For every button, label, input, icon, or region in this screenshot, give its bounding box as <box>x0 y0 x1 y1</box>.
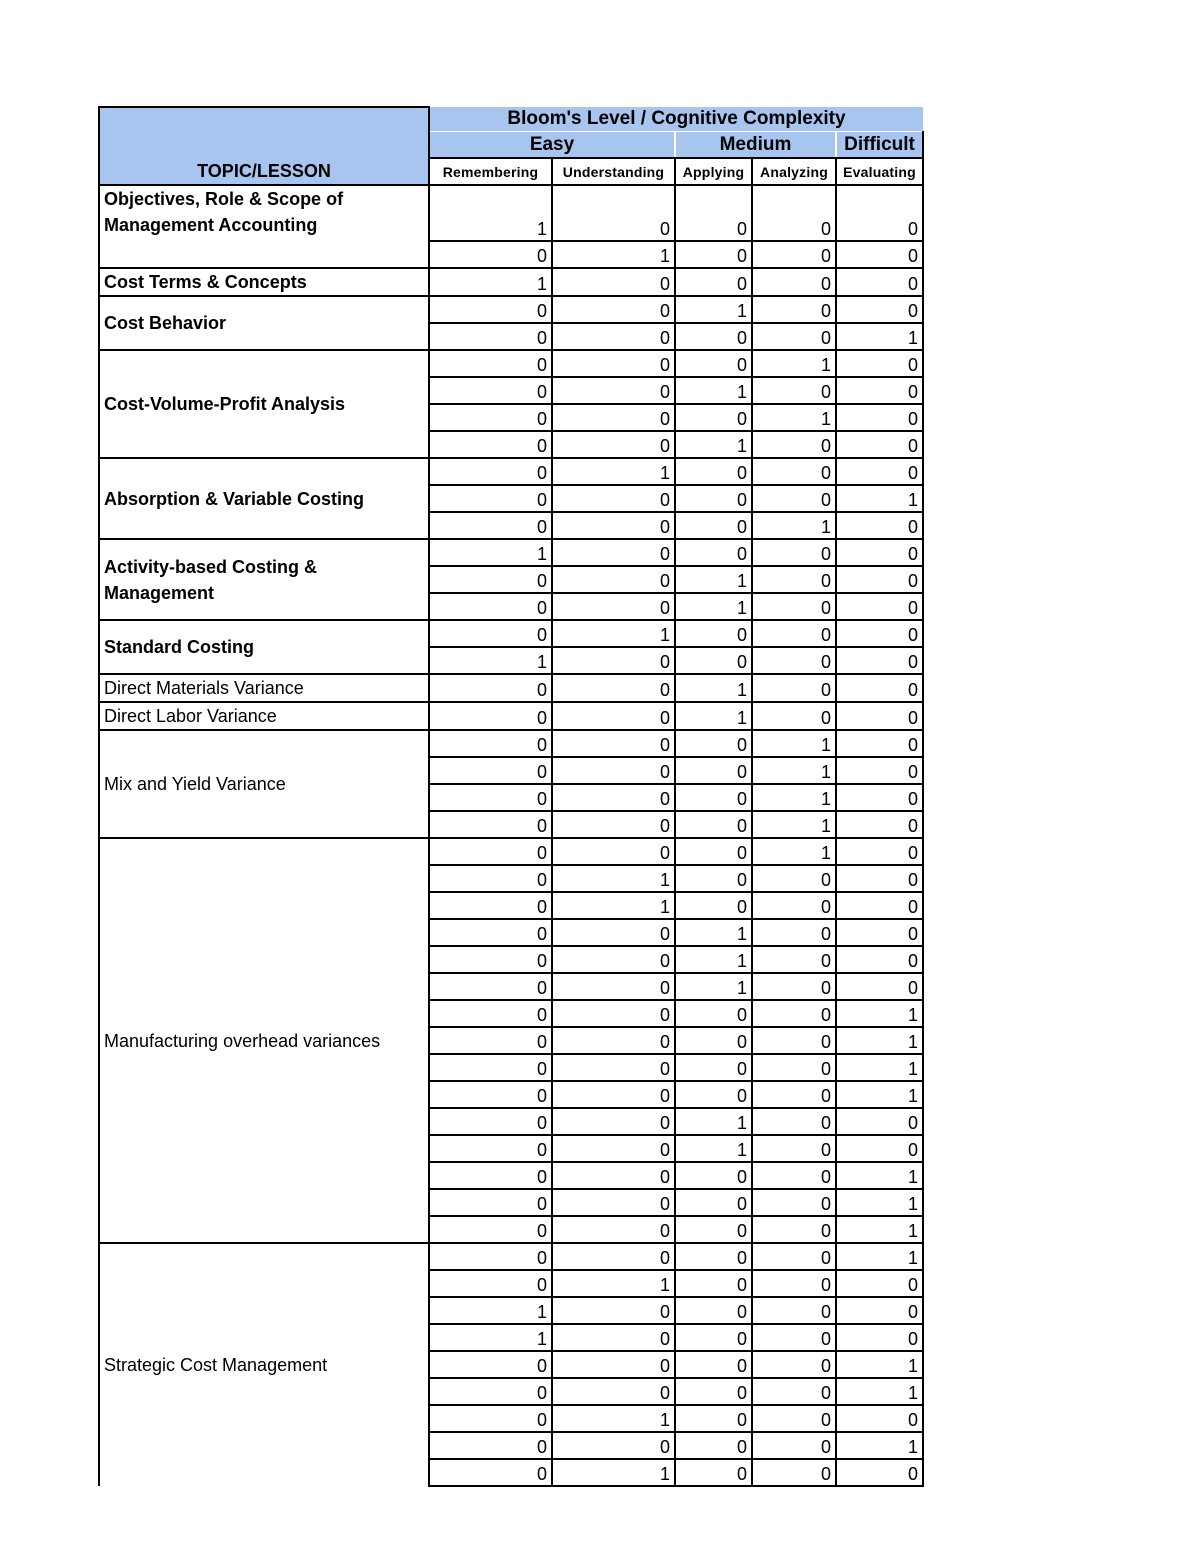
count-cell-evaluating: 1 <box>836 1216 923 1243</box>
count-cell-analyzing: 0 <box>752 1378 836 1405</box>
count-cell-applying: 0 <box>675 647 752 674</box>
count-cell-evaluating: 1 <box>836 1000 923 1027</box>
count-cell-analyzing: 0 <box>752 1216 836 1243</box>
bloom-taxonomy-table <box>98 106 924 1487</box>
table-row <box>99 350 923 377</box>
count-cell-evaluating: 0 <box>836 1324 923 1351</box>
count-cell-evaluating: 1 <box>836 1243 923 1270</box>
count-cell-remembering: 0 <box>429 865 552 892</box>
count-cell-applying: 0 <box>675 1162 752 1189</box>
band-difficult: Difficult <box>836 132 923 159</box>
count-cell-analyzing: 0 <box>752 296 836 323</box>
count-cell-evaluating: 0 <box>836 674 923 702</box>
count-cell-remembering: 0 <box>429 350 552 377</box>
count-cell-evaluating: 0 <box>836 730 923 757</box>
count-cell-applying: 1 <box>675 1108 752 1135</box>
count-cell-applying: 0 <box>675 1081 752 1108</box>
count-cell-applying: 0 <box>675 1216 752 1243</box>
count-cell-remembering: 1 <box>429 1324 552 1351</box>
count-cell-analyzing: 0 <box>752 919 836 946</box>
count-cell-evaluating: 0 <box>836 620 923 647</box>
count-cell-understanding: 0 <box>552 268 675 296</box>
count-cell-understanding: 1 <box>552 1405 675 1432</box>
table-row <box>99 539 923 566</box>
count-cell-remembering: 1 <box>429 1297 552 1324</box>
count-cell-analyzing: 0 <box>752 377 836 404</box>
count-cell-analyzing: 1 <box>752 784 836 811</box>
topic-cell: Absorption & Variable Costing <box>99 458 429 539</box>
count-cell-analyzing: 0 <box>752 973 836 1000</box>
count-cell-understanding: 0 <box>552 1324 675 1351</box>
table-row <box>99 458 923 485</box>
count-cell-understanding: 0 <box>552 1297 675 1324</box>
count-cell-evaluating: 0 <box>836 1459 923 1486</box>
count-cell-evaluating: 1 <box>836 1432 923 1459</box>
count-cell-understanding: 0 <box>552 323 675 350</box>
count-cell-understanding: 1 <box>552 892 675 919</box>
count-cell-analyzing: 0 <box>752 241 836 268</box>
count-cell-understanding: 0 <box>552 1054 675 1081</box>
count-cell-analyzing: 0 <box>752 1351 836 1378</box>
count-cell-applying: 0 <box>675 323 752 350</box>
count-cell-evaluating: 1 <box>836 1378 923 1405</box>
count-cell-understanding: 0 <box>552 1081 675 1108</box>
count-cell-evaluating: 1 <box>836 1027 923 1054</box>
count-cell-remembering: 0 <box>429 1216 552 1243</box>
count-cell-understanding: 0 <box>552 404 675 431</box>
count-cell-applying: 1 <box>675 919 752 946</box>
count-cell-analyzing: 0 <box>752 1000 836 1027</box>
count-cell-remembering: 0 <box>429 404 552 431</box>
count-cell-understanding: 1 <box>552 620 675 647</box>
count-cell-analyzing: 0 <box>752 1135 836 1162</box>
count-cell-analyzing: 0 <box>752 1027 836 1054</box>
count-cell-analyzing: 0 <box>752 593 836 620</box>
count-cell-remembering: 0 <box>429 730 552 757</box>
count-cell-evaluating: 0 <box>836 296 923 323</box>
count-cell-applying: 1 <box>675 674 752 702</box>
count-cell-analyzing: 0 <box>752 946 836 973</box>
count-cell-applying: 0 <box>675 404 752 431</box>
count-cell-evaluating: 0 <box>836 757 923 784</box>
count-cell-analyzing: 0 <box>752 1405 836 1432</box>
topic-cell: Mix and Yield Variance <box>99 730 429 838</box>
count-cell-remembering: 0 <box>429 674 552 702</box>
count-cell-analyzing: 1 <box>752 350 836 377</box>
count-cell-remembering: 0 <box>429 296 552 323</box>
column-header-analyzing: Analyzing <box>752 158 836 185</box>
count-cell-evaluating: 0 <box>836 1135 923 1162</box>
count-cell-evaluating: 0 <box>836 268 923 296</box>
count-cell-analyzing: 1 <box>752 730 836 757</box>
count-cell-applying: 0 <box>675 1459 752 1486</box>
count-cell-analyzing: 0 <box>752 1243 836 1270</box>
topic-cell: Cost-Volume-Profit Analysis <box>99 350 429 458</box>
count-cell-understanding: 0 <box>552 1162 675 1189</box>
count-cell-applying: 0 <box>675 1405 752 1432</box>
count-cell-evaluating: 0 <box>836 566 923 593</box>
count-cell-remembering: 0 <box>429 1378 552 1405</box>
count-cell-applying: 1 <box>675 296 752 323</box>
count-cell-understanding: 1 <box>552 865 675 892</box>
count-cell-analyzing: 1 <box>752 404 836 431</box>
count-cell-understanding: 0 <box>552 838 675 865</box>
count-cell-remembering: 0 <box>429 1081 552 1108</box>
count-cell-applying: 0 <box>675 350 752 377</box>
count-cell-understanding: 0 <box>552 350 675 377</box>
count-cell-remembering: 1 <box>429 185 552 241</box>
count-cell-remembering: 0 <box>429 566 552 593</box>
topic-cell: Direct Labor Variance <box>99 702 429 730</box>
count-cell-analyzing: 0 <box>752 1432 836 1459</box>
topic-cell: Activity-based Costing & Management <box>99 539 429 620</box>
count-cell-understanding: 0 <box>552 431 675 458</box>
count-cell-applying: 0 <box>675 1378 752 1405</box>
count-cell-evaluating: 0 <box>836 512 923 539</box>
count-cell-evaluating: 0 <box>836 458 923 485</box>
count-cell-understanding: 1 <box>552 241 675 268</box>
count-cell-analyzing: 0 <box>752 485 836 512</box>
count-cell-applying: 0 <box>675 730 752 757</box>
count-cell-analyzing: 0 <box>752 865 836 892</box>
count-cell-understanding: 0 <box>552 593 675 620</box>
count-cell-applying: 0 <box>675 1351 752 1378</box>
count-cell-understanding: 0 <box>552 566 675 593</box>
count-cell-understanding: 0 <box>552 811 675 838</box>
count-cell-analyzing: 0 <box>752 1189 836 1216</box>
count-cell-evaluating: 0 <box>836 702 923 730</box>
count-cell-remembering: 0 <box>429 1027 552 1054</box>
count-cell-analyzing: 0 <box>752 185 836 241</box>
count-cell-applying: 0 <box>675 620 752 647</box>
count-cell-applying: 0 <box>675 241 752 268</box>
count-cell-applying: 0 <box>675 512 752 539</box>
count-cell-remembering: 0 <box>429 1054 552 1081</box>
table-row <box>99 702 923 730</box>
topic-cell: Standard Costing <box>99 620 429 674</box>
count-cell-understanding: 1 <box>552 1270 675 1297</box>
count-cell-applying: 0 <box>675 185 752 241</box>
count-cell-applying: 0 <box>675 1324 752 1351</box>
count-cell-remembering: 0 <box>429 1243 552 1270</box>
count-cell-remembering: 0 <box>429 1351 552 1378</box>
count-cell-understanding: 0 <box>552 1135 675 1162</box>
count-cell-analyzing: 0 <box>752 620 836 647</box>
count-cell-analyzing: 0 <box>752 702 836 730</box>
count-cell-analyzing: 0 <box>752 1459 836 1486</box>
count-cell-evaluating: 0 <box>836 946 923 973</box>
count-cell-evaluating: 0 <box>836 919 923 946</box>
count-cell-analyzing: 1 <box>752 811 836 838</box>
count-cell-evaluating: 0 <box>836 185 923 241</box>
count-cell-analyzing: 0 <box>752 323 836 350</box>
topic-cell: Direct Materials Variance <box>99 674 429 702</box>
topic-cell: Manufacturing overhead variances <box>99 838 429 1243</box>
count-cell-remembering: 0 <box>429 784 552 811</box>
count-cell-evaluating: 0 <box>836 892 923 919</box>
count-cell-remembering: 0 <box>429 946 552 973</box>
count-cell-remembering: 0 <box>429 1135 552 1162</box>
count-cell-analyzing: 0 <box>752 431 836 458</box>
band-easy: Easy <box>429 132 675 159</box>
count-cell-remembering: 1 <box>429 539 552 566</box>
count-cell-evaluating: 1 <box>836 1081 923 1108</box>
count-cell-understanding: 0 <box>552 1432 675 1459</box>
count-cell-understanding: 0 <box>552 647 675 674</box>
count-cell-remembering: 0 <box>429 1459 552 1486</box>
count-cell-understanding: 0 <box>552 1027 675 1054</box>
count-cell-remembering: 0 <box>429 377 552 404</box>
count-cell-understanding: 0 <box>552 784 675 811</box>
count-cell-applying: 0 <box>675 1432 752 1459</box>
count-cell-applying: 1 <box>675 946 752 973</box>
count-cell-applying: 0 <box>675 268 752 296</box>
count-cell-understanding: 0 <box>552 539 675 566</box>
count-cell-analyzing: 0 <box>752 1054 836 1081</box>
count-cell-remembering: 0 <box>429 892 552 919</box>
count-cell-understanding: 0 <box>552 1216 675 1243</box>
table-row <box>99 730 923 757</box>
count-cell-understanding: 0 <box>552 185 675 241</box>
count-cell-evaluating: 0 <box>836 865 923 892</box>
count-cell-evaluating: 0 <box>836 539 923 566</box>
count-cell-analyzing: 0 <box>752 1324 836 1351</box>
count-cell-evaluating: 1 <box>836 1162 923 1189</box>
column-header-applying: Applying <box>675 158 752 185</box>
count-cell-evaluating: 0 <box>836 1270 923 1297</box>
count-cell-applying: 1 <box>675 431 752 458</box>
table-row <box>99 296 923 323</box>
count-cell-remembering: 0 <box>429 593 552 620</box>
count-cell-understanding: 0 <box>552 296 675 323</box>
count-cell-analyzing: 0 <box>752 268 836 296</box>
count-cell-applying: 0 <box>675 1054 752 1081</box>
count-cell-remembering: 0 <box>429 431 552 458</box>
count-cell-applying: 1 <box>675 566 752 593</box>
table-row <box>99 620 923 647</box>
count-cell-understanding: 0 <box>552 702 675 730</box>
count-cell-evaluating: 0 <box>836 811 923 838</box>
count-cell-analyzing: 0 <box>752 458 836 485</box>
column-header-understanding: Understanding <box>552 158 675 185</box>
topic-cell: Cost Terms & Concepts <box>99 268 429 296</box>
count-cell-analyzing: 0 <box>752 892 836 919</box>
table-row <box>99 268 923 296</box>
count-cell-analyzing: 0 <box>752 1297 836 1324</box>
count-cell-applying: 1 <box>675 973 752 1000</box>
count-cell-remembering: 0 <box>429 241 552 268</box>
count-cell-evaluating: 0 <box>836 431 923 458</box>
count-cell-analyzing: 0 <box>752 539 836 566</box>
count-cell-remembering: 0 <box>429 1432 552 1459</box>
count-cell-remembering: 0 <box>429 811 552 838</box>
count-cell-remembering: 0 <box>429 1189 552 1216</box>
count-cell-applying: 0 <box>675 539 752 566</box>
bloom-level-header: Bloom's Level / Cognitive Complexity <box>429 107 923 132</box>
count-cell-remembering: 0 <box>429 512 552 539</box>
count-cell-understanding: 0 <box>552 1351 675 1378</box>
topic-cell: Objectives, Role & Scope of Management Accounting <box>99 185 429 268</box>
count-cell-analyzing: 1 <box>752 757 836 784</box>
count-cell-analyzing: 0 <box>752 1081 836 1108</box>
count-cell-remembering: 0 <box>429 485 552 512</box>
table-row <box>99 674 923 702</box>
count-cell-analyzing: 0 <box>752 566 836 593</box>
count-cell-analyzing: 0 <box>752 1108 836 1135</box>
count-cell-remembering: 0 <box>429 702 552 730</box>
count-cell-evaluating: 1 <box>836 323 923 350</box>
count-cell-applying: 0 <box>675 1189 752 1216</box>
count-cell-evaluating: 0 <box>836 593 923 620</box>
count-cell-remembering: 0 <box>429 1000 552 1027</box>
count-cell-evaluating: 1 <box>836 1351 923 1378</box>
count-cell-understanding: 0 <box>552 919 675 946</box>
table-row <box>99 1243 923 1270</box>
count-cell-applying: 0 <box>675 1297 752 1324</box>
count-cell-remembering: 0 <box>429 1270 552 1297</box>
count-cell-understanding: 0 <box>552 485 675 512</box>
count-cell-applying: 0 <box>675 1270 752 1297</box>
count-cell-remembering: 0 <box>429 1108 552 1135</box>
table-row <box>99 838 923 865</box>
column-header-remembering: Remembering <box>429 158 552 185</box>
count-cell-remembering: 1 <box>429 647 552 674</box>
count-cell-evaluating: 0 <box>836 404 923 431</box>
count-cell-applying: 0 <box>675 865 752 892</box>
count-cell-applying: 0 <box>675 838 752 865</box>
count-cell-remembering: 0 <box>429 838 552 865</box>
count-cell-applying: 0 <box>675 784 752 811</box>
count-cell-understanding: 0 <box>552 377 675 404</box>
count-cell-understanding: 0 <box>552 1189 675 1216</box>
topic-cell: Strategic Cost Management <box>99 1243 429 1486</box>
count-cell-understanding: 0 <box>552 1243 675 1270</box>
count-cell-evaluating: 0 <box>836 241 923 268</box>
count-cell-remembering: 0 <box>429 458 552 485</box>
topic-lesson-header: TOPIC/LESSON <box>99 107 429 185</box>
count-cell-understanding: 1 <box>552 1459 675 1486</box>
count-cell-evaluating: 0 <box>836 784 923 811</box>
count-cell-applying: 1 <box>675 377 752 404</box>
count-cell-applying: 0 <box>675 458 752 485</box>
band-medium: Medium <box>675 132 836 159</box>
count-cell-evaluating: 1 <box>836 1189 923 1216</box>
count-cell-applying: 0 <box>675 892 752 919</box>
count-cell-applying: 0 <box>675 1243 752 1270</box>
count-cell-understanding: 0 <box>552 730 675 757</box>
count-cell-understanding: 0 <box>552 757 675 784</box>
count-cell-understanding: 0 <box>552 512 675 539</box>
count-cell-understanding: 0 <box>552 1378 675 1405</box>
count-cell-applying: 0 <box>675 757 752 784</box>
count-cell-applying: 0 <box>675 1027 752 1054</box>
count-cell-evaluating: 0 <box>836 350 923 377</box>
count-cell-understanding: 0 <box>552 1108 675 1135</box>
count-cell-analyzing: 1 <box>752 512 836 539</box>
count-cell-applying: 0 <box>675 485 752 512</box>
count-cell-applying: 0 <box>675 1000 752 1027</box>
count-cell-remembering: 0 <box>429 919 552 946</box>
count-cell-evaluating: 0 <box>836 1297 923 1324</box>
count-cell-understanding: 0 <box>552 1000 675 1027</box>
count-cell-remembering: 0 <box>429 973 552 1000</box>
count-cell-analyzing: 1 <box>752 838 836 865</box>
count-cell-analyzing: 0 <box>752 1162 836 1189</box>
count-cell-evaluating: 0 <box>836 377 923 404</box>
count-cell-remembering: 0 <box>429 1405 552 1432</box>
count-cell-applying: 1 <box>675 1135 752 1162</box>
table-row <box>99 185 923 241</box>
count-cell-evaluating: 1 <box>836 485 923 512</box>
topic-cell: Cost Behavior <box>99 296 429 350</box>
count-cell-evaluating: 0 <box>836 838 923 865</box>
count-cell-evaluating: 1 <box>836 1054 923 1081</box>
count-cell-remembering: 0 <box>429 757 552 784</box>
count-cell-understanding: 0 <box>552 946 675 973</box>
count-cell-analyzing: 0 <box>752 1270 836 1297</box>
count-cell-applying: 1 <box>675 593 752 620</box>
count-cell-evaluating: 0 <box>836 1108 923 1135</box>
count-cell-evaluating: 0 <box>836 647 923 674</box>
count-cell-evaluating: 0 <box>836 973 923 1000</box>
count-cell-analyzing: 0 <box>752 674 836 702</box>
count-cell-understanding: 0 <box>552 973 675 1000</box>
count-cell-remembering: 0 <box>429 323 552 350</box>
count-cell-remembering: 0 <box>429 1162 552 1189</box>
count-cell-analyzing: 0 <box>752 647 836 674</box>
count-cell-remembering: 1 <box>429 268 552 296</box>
column-header-evaluating: Evaluating <box>836 158 923 185</box>
count-cell-understanding: 0 <box>552 674 675 702</box>
count-cell-applying: 1 <box>675 702 752 730</box>
count-cell-remembering: 0 <box>429 620 552 647</box>
count-cell-evaluating: 0 <box>836 1405 923 1432</box>
count-cell-applying: 0 <box>675 811 752 838</box>
count-cell-understanding: 1 <box>552 458 675 485</box>
